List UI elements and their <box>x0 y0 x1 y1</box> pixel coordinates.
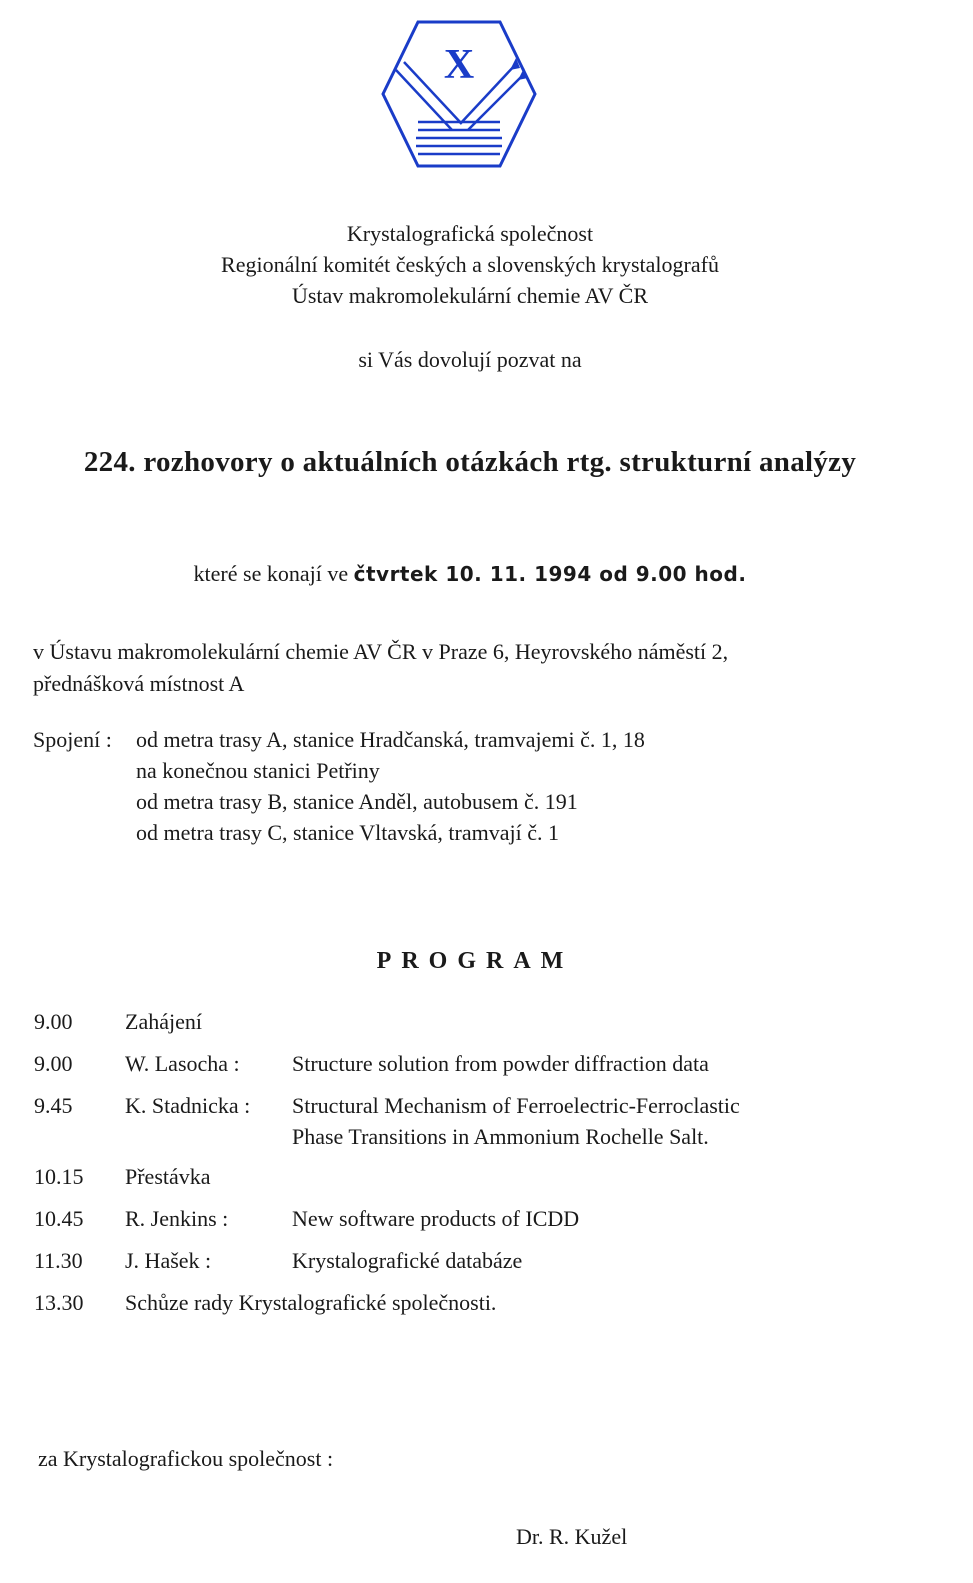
program-speaker: W. Lasocha : <box>125 1051 240 1076</box>
event-when <box>0 561 940 587</box>
program-time: 9.00 <box>34 1009 73 1034</box>
signature-name: Dr. R. Kužel <box>516 1524 628 1549</box>
when-prefix: které se konají ve <box>193 561 349 586</box>
logo-letter: X <box>443 42 475 88</box>
invite-text: si Vás dovolují pozvat na <box>358 347 582 372</box>
organizer-1: Krystalografická společnost <box>346 221 594 246</box>
program-time: 9.00 <box>34 1051 73 1076</box>
place-line-1: v Ústavu makromolekulární chemie AV ČR v Praze 6, Heyrovského náměstí 2, <box>33 639 729 664</box>
program-talk-continued: Phase Transitions in Ammonium Rochelle Salt. <box>292 1124 709 1149</box>
program-speaker: K. Stadnicka : <box>125 1093 251 1118</box>
program-time: 10.45 <box>34 1206 84 1231</box>
program-talk: Structural Mechanism of Ferroelectric-Ferroclastic <box>292 1093 740 1118</box>
program-time: 10.15 <box>34 1164 84 1189</box>
program-speaker: Zahájení <box>125 1009 202 1034</box>
program-time: 11.30 <box>34 1248 83 1273</box>
signature-label: za Krystalografickou společnost : <box>38 1446 334 1471</box>
connection-line: od metra trasy C, stanice Vltavská, tramvají č. 1 <box>136 820 559 845</box>
program-speaker: Schůze rady Krystalografické společnosti. <box>125 1290 497 1315</box>
when-datetime: čtvrtek 10. 11. 1994 od 9.00 hod. <box>353 562 747 586</box>
place-line-2: přednášková místnost A <box>33 671 245 696</box>
program-speaker: Přestávka <box>125 1164 211 1189</box>
program-talk: Krystalografické databáze <box>292 1248 523 1273</box>
program-talk: Structure solution from powder diffraction data <box>292 1051 709 1076</box>
program-time: 9.45 <box>34 1093 73 1118</box>
event-title: 224. rozhovory o aktuálních otázkách rtg. strukturní analýzy <box>83 446 857 478</box>
program-talk: New software products of ICDD <box>292 1206 580 1231</box>
organizer-2: Regionální komitét českých a slovenských krystalografů <box>221 252 719 277</box>
connection-line: na konečnou stanici Petřiny <box>136 758 380 783</box>
society-logo <box>378 18 540 170</box>
connections-label: Spojení : <box>33 727 112 752</box>
connection-line: od metra trasy A, stanice Hradčanská, tramvajemi č. 1, 18 <box>136 727 645 752</box>
program-speaker: R. Jenkins : <box>125 1206 229 1231</box>
program-heading: PROGRAM <box>376 948 574 974</box>
organizer-3: Ústav makromolekulární chemie AV ČR <box>291 283 649 308</box>
program-speaker: J. Hašek : <box>125 1248 212 1273</box>
program-time: 13.30 <box>34 1290 84 1315</box>
connection-line: od metra trasy B, stanice Anděl, autobusem č. 191 <box>136 789 578 814</box>
